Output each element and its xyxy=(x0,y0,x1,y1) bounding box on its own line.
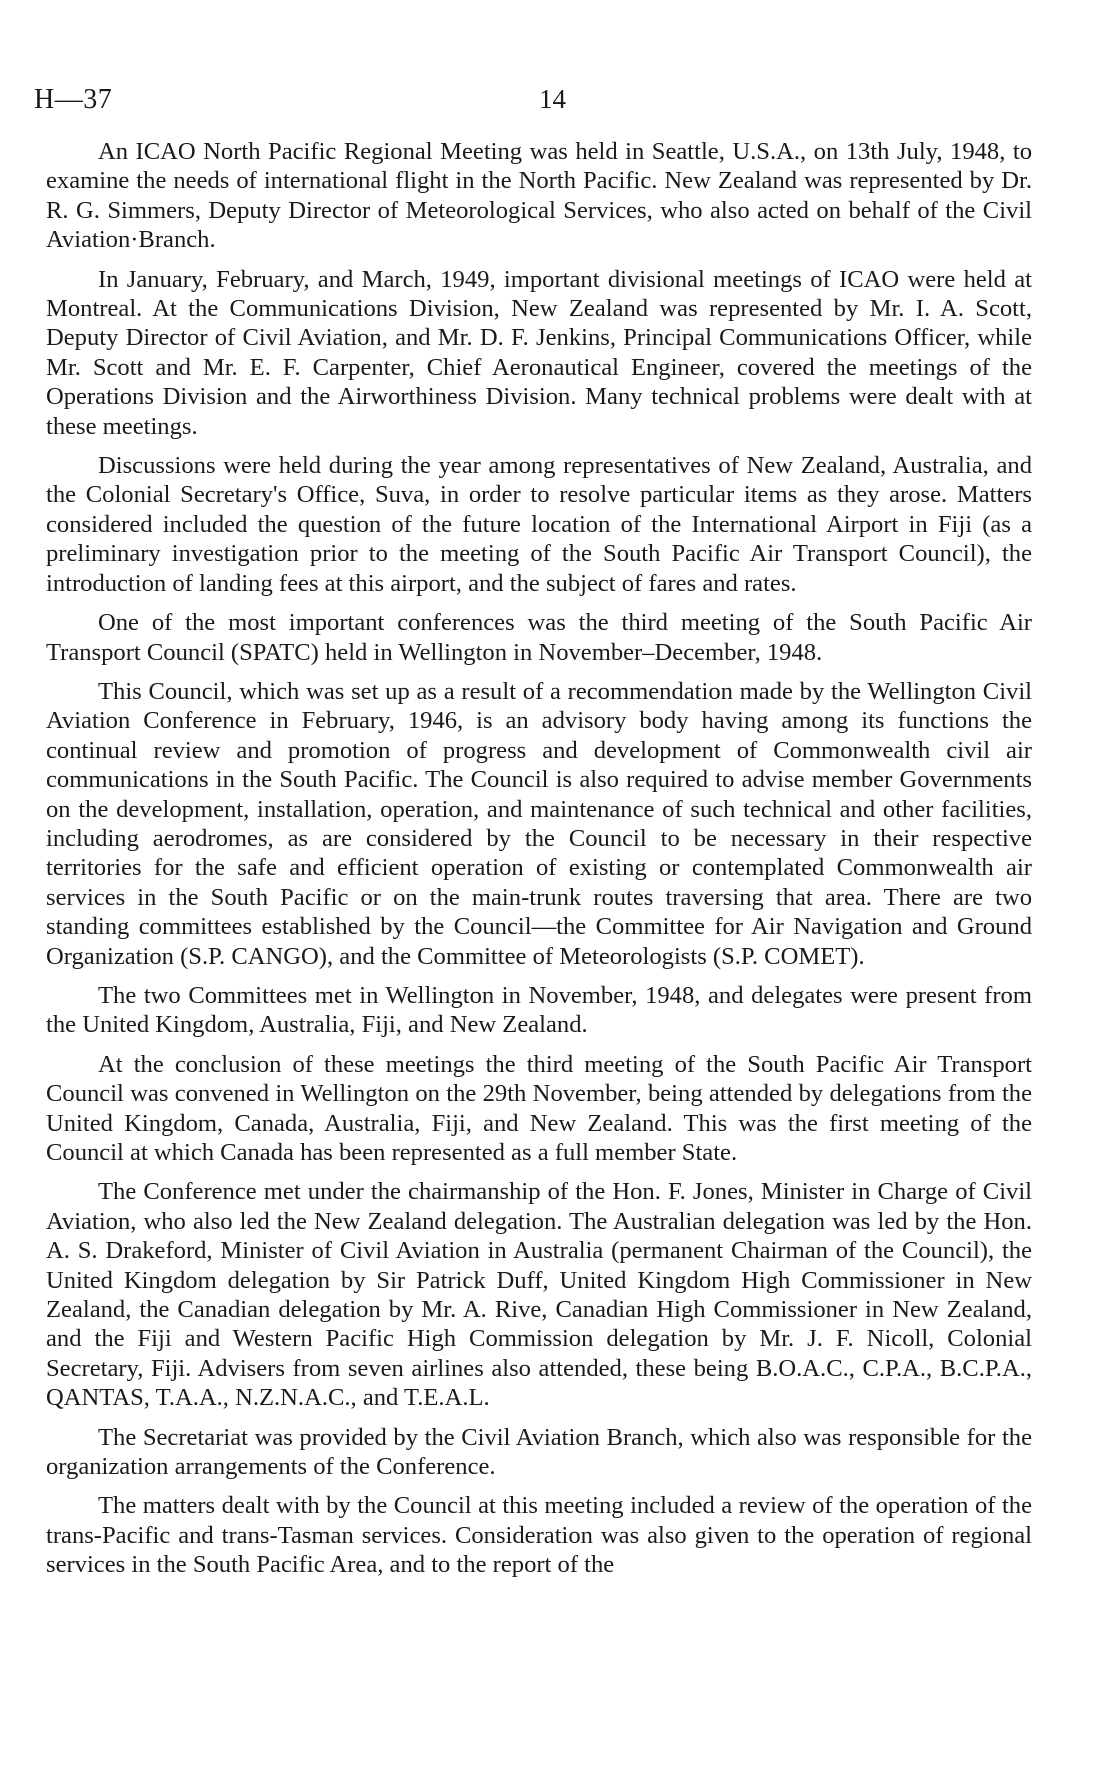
page-header xyxy=(34,84,1040,118)
paragraph-spatc-meeting: One of the most important conferences was the third meeting of the South Pacific Air Transport Council (SPATC) held in Wellington in November–December, 1948. xyxy=(46,609,1032,666)
paragraph-secretariat: The Secretariat was provided by the Civil Aviation Branch, which also was responsible for the organization arrangements of the Conference. xyxy=(46,1423,1032,1481)
paragraph-discussions-fiji: Discussions were held during the year among representatives of New Zealand, Australia, and the Colonial Secretary's Office, Suva, in order to resolve particular items as they arose. Matters considered included the question of the future location of the International Airport in Fiji (as a preliminary investigation prior to the meeting of the South Pacific Air Transport Council), the introduction of landing fees at this airport, and the subject of fares and rates. xyxy=(46,452,1032,597)
paragraph-council-functions: This Council, which was set up as a result of a recommendation made by the Wellington Civil Aviation Conference in February, 1946, is an advisory body having among its functions the continual review and promotion of progress and development of Commonwealth civil air communications in the South Pacific. The Council is also required to advise member Governments on the development, installation, operation, and maintenance of such technical and other facilities, including aerodromes, as are considered by the Council to be necessary in their respective territories for the safe and efficient operation of existing or contemplated Commonwealth air services in the South Pacific or on the main-trunk routes traversing that area. There are two standing committees established by the Council—the Committee for Air Navigation and Ground Organization (S.P. CANGO), and the Committee of Meteorologists (S.P. COMET). xyxy=(46,677,1032,970)
paragraph-council-convened: At the conclusion of these meetings the third meeting of the South Pacific Air Transport Council was convened in Wellington on the 29th November, being attended by delegations from the United Kingdom, Canada, Australia, Fiji, and New Zealand. This was the first meeting of the Council at which Canada has been represented as a full member State. xyxy=(46,1050,1032,1166)
paragraph-conference-chairmanship: The Conference met under the chairmanship of the Hon. F. Jones, Minister in Charge of Civil Aviation, who also led the New Zealand delegation. The Australian delegation was led by the Hon. A. S. Drakeford, Minister of Civil Aviation in Australia (permanent Chairman of the Council), the United Kingdom delegation by Sir Patrick Duff, United Kingdom High Commissioner in New Zealand, the Canadian delegation by Mr. A. Rive, Canadian High Commissioner in New Zealand, and the Fiji and Western Pacific High Commission delegation by Mr. J. F. Nicoll, Colonial Secretary, Fiji. Advisers from seven airlines also attended, these being B.O.A.C., C.P.A., B.C.P.A., QANTAS, T.A.A., N.Z.N.A.C., and T.E.A.L. xyxy=(46,1178,1032,1412)
document-code: H—37 xyxy=(34,84,113,115)
paragraph-matters-dealt: The matters dealt with by the Council at this meeting included a review of the operation of the trans-Pacific and trans-Tasman services. Consideration was also given to the operation of regional services in the South Pacific Area, and to the report of the xyxy=(46,1492,1032,1579)
page-number: 14 xyxy=(539,84,566,114)
paragraph-committees-met: The two Committees met in Wellington in November, 1948, and delegates were present from the United Kingdom, Australia, Fiji, and New Zealand. xyxy=(46,981,1032,1039)
paragraph-icao-north-pacific: An ICAO North Pacific Regional Meeting was held in Seattle, U.S.A., on 13th July, 1948, to examine the needs of international flight in the North Pacific. New Zealand was represented by Dr. R. G. Simmers, Deputy Director of Meteorological Services, who also acted on behalf of the Civil Aviation·Branch. xyxy=(46,138,1032,254)
paragraph-divisional-meetings: In January, February, and March, 1949, important divisional meetings of ICAO were held at Montreal. At the Communications Division, New Zealand was represented by Mr. I. A. Scott, Deputy Director of Civil Aviation, and Mr. D. F. Jenkins, Principal Communications Officer, while Mr. Scott and Mr. E. F. Carpenter, Chief Aeronautical Engineer, covered the meetings of the Operations Division and the Airworthiness Division. Many technical problems were dealt with at these meetings. xyxy=(46,265,1032,440)
body-text xyxy=(46,137,1032,1590)
